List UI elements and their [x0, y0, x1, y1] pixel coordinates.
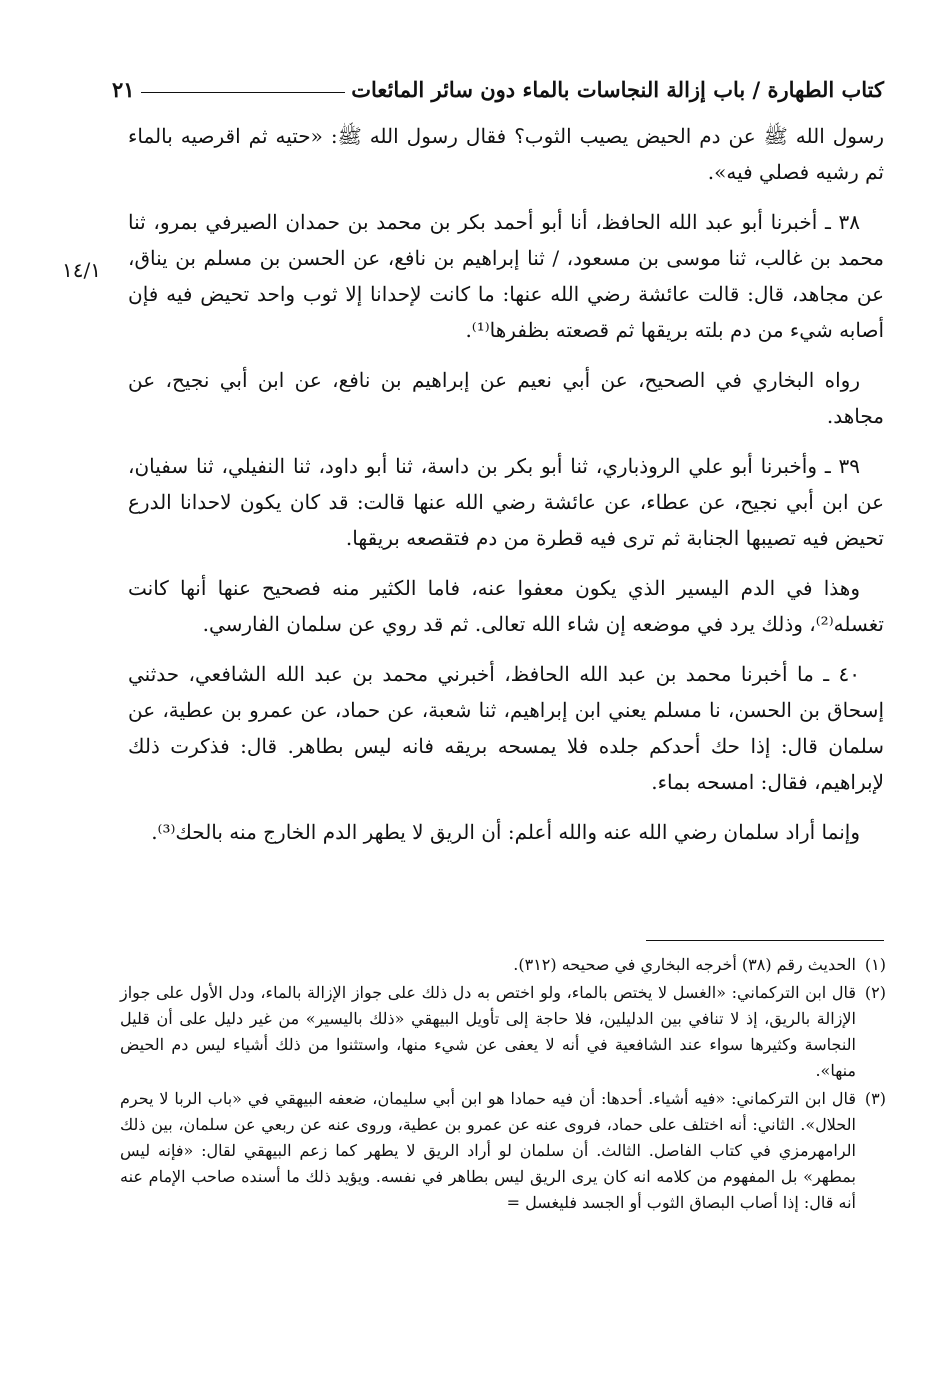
paragraph: ٣٩ ـ وأخبرنا أبو علي الروذباري، ثنا أبو بكر بن داسة، ثنا أبو داود، ثنا النفيلي، ثنا سفيان، عن ابن أبي نجيح، عن عطاء، عن عائشة رضي الله عنها قالت: قد كان يكون لاحدانا الدرع تحيض فيه تصيبها الجنابة ثم ترى فيه قطرة من دم فتقصعه بريقها. [128, 454, 884, 550]
footnote [120, 1086, 886, 1216]
paragraph: رواه البخاري في الصحيح، عن أبي نعيم عن إبراهيم بن نافع، عن ابن أبي نجيح، عن مجاهد. [128, 368, 884, 428]
paragraph: وهذا في الدم اليسير الذي يكون معفوا عنه، فاما الكثير منه فصحيح عنها أنها كانت تغسله⁽²⁾، وذلك يرد في موضعه إن شاء الله تعالى. ثم قد روي عن سلمان الفارسي. [128, 576, 884, 636]
footnote [120, 980, 886, 1084]
header-rule [141, 92, 346, 93]
footnote-separator [646, 940, 884, 941]
footnote-text: قال ابن التركماني: «الغسل لا يختص بالماء، ولو اختص به دل ذلك على جواز الإزالة بالماء، ودل الأول على جواز الإزالة بالريق، إذ لا تنافي بين الدليلين، فلا حاجة إلى تأويل البيهقي «ذلك باليسير» من غير دليل على أن قليل النجاسة وكثيرها سواء عند الشافعية في أنه لا يعفى عن شيء منها، واستثنوا من ذلك أشياء ليس دم الحيض منها». [120, 983, 856, 1080]
footnote-number: (٢) [864, 983, 886, 1002]
footnote-number: (١) [864, 955, 886, 974]
main-text [128, 118, 884, 864]
footnote-text: الحديث رقم (٣٨) أخرجه البخاري في صحيحه (٣١٢). [513, 955, 856, 974]
footnotes [120, 952, 886, 1218]
footnote-number: (٣) [864, 1089, 886, 1108]
margin-reference: ١٤/١ [62, 258, 101, 282]
paragraph: وإنما أراد سلمان رضي الله عنه والله أعلم: أن الريق لا يطهر الدم الخارج منه بالحك⁽³⁾. [151, 820, 860, 844]
footnote-text: قال ابن التركماني: «فيه أشياء. أحدها: أن فيه حمادا هو ابن أبي سليمان، ضعفه البيهقي في «باب الربا لا يحرم الحلال». الثاني: أنه اختلف على حماد، فروى عنه عن عمرو بن عطية، وروى عنه عن ربعي عن سلمان، بين ذلك الرامهرمزي في كتاب الفاصل. الثالث. أن سلمان لو أراد الريق لا يطهر كما زعم البيهقي لقال: «فإنه ليس بمطهر» بل المفهوم من كلامه انه كان يرى الريق ليس بطاهر في نفسه. ويؤيد ذلك ما أسنده صاحب الإمام عنه أنه قال: إذا أصاب البصاق الثوب أو الجسد فليغسل = [120, 1089, 856, 1212]
page-header [112, 62, 884, 102]
paragraph: ٣٨ ـ أخبرنا أبو عبد الله الحافظ، أنا أبو أحمد بكر بن محمد بن حمدان الصيرفي بمرو، ثنا محمد بن غالب، ثنا موسى بن مسعود، / ثنا إبراهيم بن نافع، عن الحسن بن مسلم بن يناق، عن مجاهد، قال: قالت عائشة رضي الله عنها: ما كانت لإحدانا إلا ثوب واحد تحيض فيه فإن أصابه شيء من دم بلته بريقها ثم قصعته بظفرها⁽¹⁾. [128, 210, 884, 342]
paragraph: رسول الله ﷺ عن دم الحيض يصيب الثوب؟ فقال رسول الله ﷺ: «حتيه ثم اقرصيه بالماء ثم رشيه فصلي فيه». [128, 124, 884, 184]
paragraph: ٤٠ ـ ما أخبرنا محمد بن عبد الله الحافظ، أخبرني محمد بن عبد الله الشافعي، حدثني إسحاق بن الحسن، نا مسلم يعني ابن إبراهيم، ثنا شعبة، عن حماد، عن عمرو بن عطية، عن سلمان قال: إذا حك أحدكم جلده فلا يمسحه بريقه فانه ليس بطاهر. قال: فذكرت ذلك لإبراهيم، فقال: امسحه بماء. [128, 662, 884, 794]
running-title: كتاب الطهارة / باب إزالة النجاسات بالماء دون سائر المائعات [351, 77, 884, 102]
page-number: ٢١ [112, 77, 135, 102]
footnote [120, 952, 886, 978]
